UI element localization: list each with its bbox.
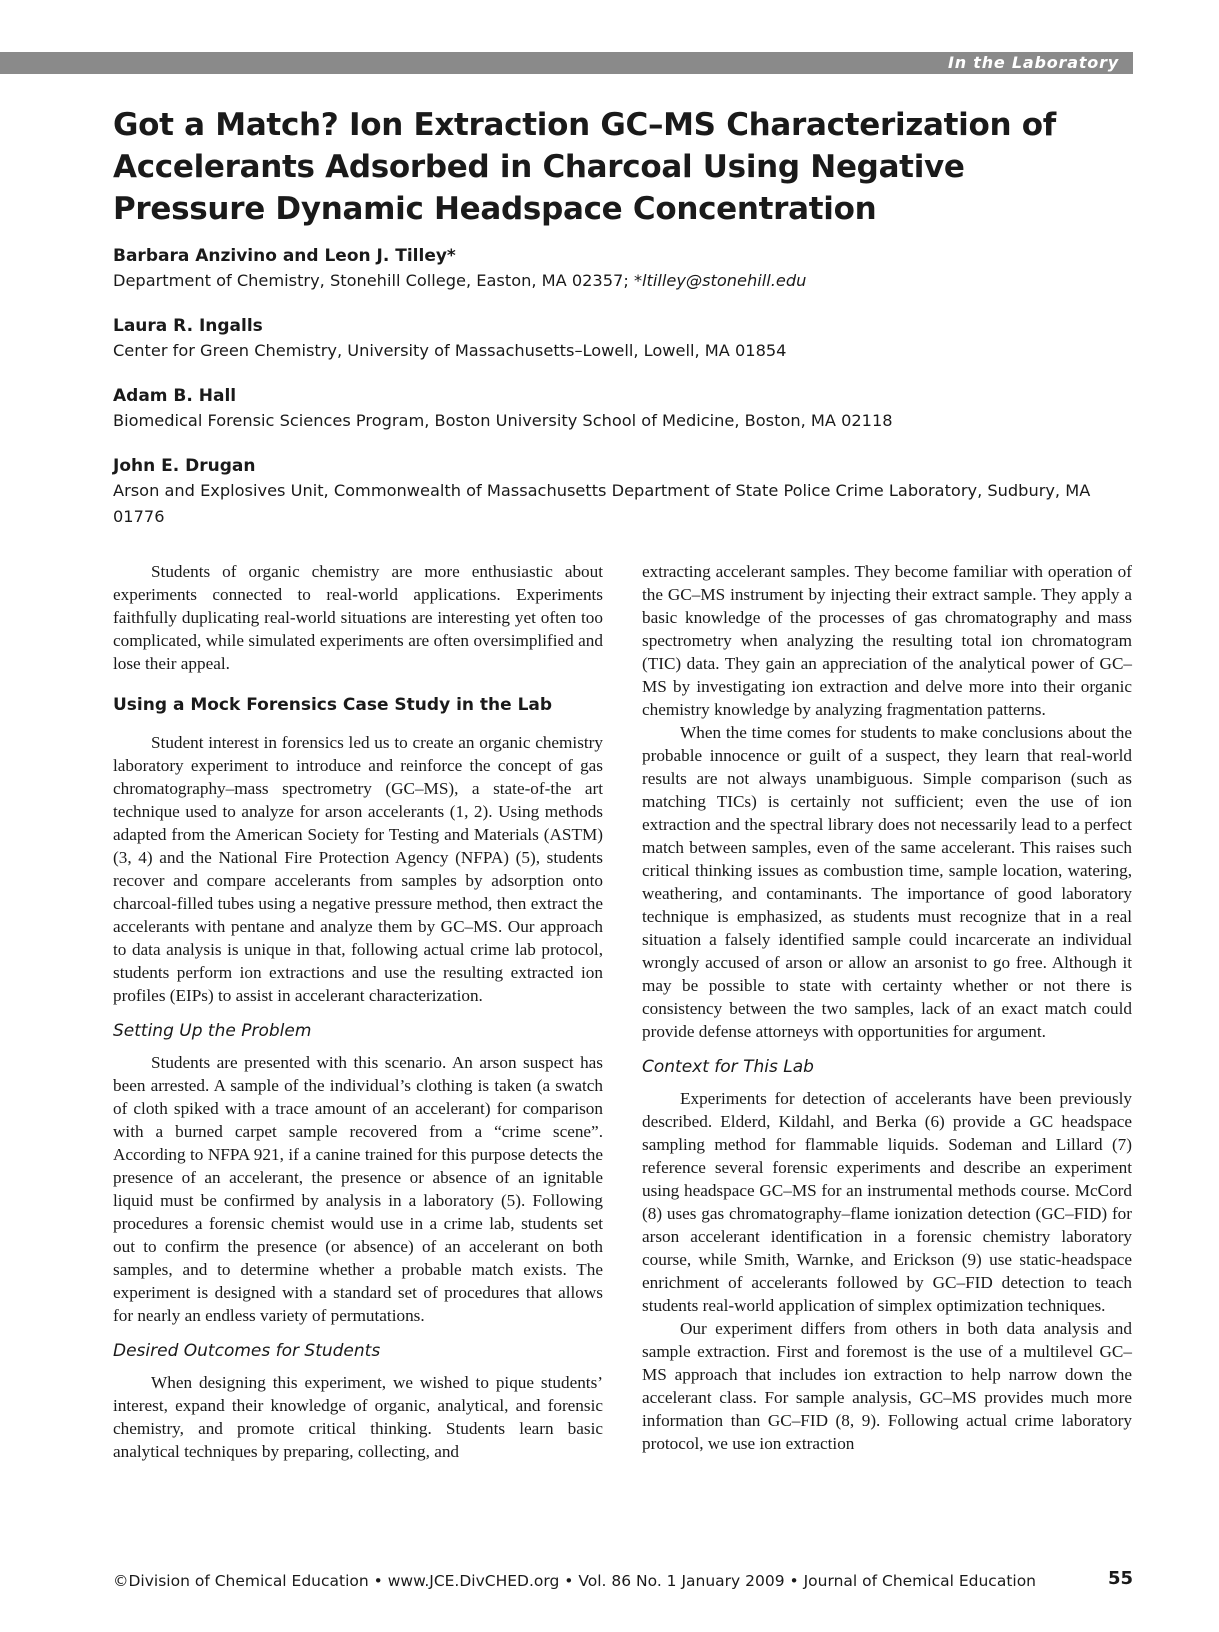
- page-number: 55: [1107, 1568, 1133, 1589]
- body-paragraph: When the time comes for students to make conclusions about the probable innocence or guilt of a suspect, they learn that real-world results are not always unambiguous. Simple comparison (such as matching TICs) is certainly not sufficient; even the use of ion extraction and the spectral library does not necessarily lead to a perfect match between samples, even of the same accelerant. This raises such critical thinking issues as combustion time, sample location, watering, weathering, and contaminants. The importance of good laboratory technique is emphasized, as students must recognize that in a real situation a falsely identified sample could incarcerate an individual wrongly accused of arson or allow an arsonist to go free. Although it may be possible to state with certainty whether or not there is consistency between the two samples, lack of an exact match could provide defense attorneys with opportunities for argument.: [642, 723, 1132, 1041]
- intro-paragraph: Students of organic chemistry are more enthusiastic about experiments connected to real-world applications. Experiments faithfully duplicating real-world situations are interesting yet often too complicated, while simulated experiments are often oversimplified and lose their appeal.: [113, 562, 603, 673]
- subsection-heading-setup: Setting Up the Problem: [113, 1021, 312, 1041]
- body-paragraph: extracting accelerant samples. They become familiar with operation of the GC–MS instrument by injecting their extract sample. They apply a basic knowledge of the processes of gas chromatography and mass spectrometry when analyzing the resulting total ion chromatogram (TIC) data. They gain an appreciation of the analytical power of GC–MS by investigating ion extraction and delve more into their organic chemistry knowledge by analyzing fragmentation patterns.: [642, 562, 1132, 719]
- article-title: Got a Match? Ion Extraction GC–MS Characterization of Accelerants Adsorbed in Charcoal Using Negative Pressure Dynamic Headspace Concentration: [113, 107, 1056, 227]
- author-block: [113, 314, 1133, 364]
- author-name: John E. Drugan: [113, 456, 256, 476]
- left-column: [113, 560, 603, 1463]
- author-affiliation: [113, 268, 1133, 294]
- section-label: In the Laboratory: [947, 53, 1119, 72]
- body-paragraph: Student interest in forensics led us to create an organic chemistry laboratory experiment to introduce and reinforce the concept of gas chromatography–mass spectrometry (GC–MS), a state-of-the art technique used to analyze for arson accelerants (1, 2). Using methods adapted from the American Society for Testing and Materials (ASTM) (3, 4) and the National Fire Protection Agency (NFPA) (5), students recover and compare accelerants from samples by adsorption onto charcoal-filled tubes using a negative pressure method, then extract the accelerants with pentane and analyze them by GC–MS. Our approach to data analysis is unique in that, following actual crime lab protocol, students perform ion extractions and use the resulting extracted ion profiles (EIPs) to assist in accelerant characterization.: [113, 733, 603, 1005]
- right-column: [642, 560, 1132, 1455]
- author-name: Laura R. Ingalls: [113, 316, 263, 336]
- author-email-link[interactable]: *ltilley@stonehill.edu: [633, 271, 807, 290]
- subsection-heading-outcomes: Desired Outcomes for Students: [113, 1341, 381, 1361]
- body-paragraph: Experiments for detection of accelerants have been previously described. Elderd, Kildahl, and Berka (6) provide a GC headspace sampling method for flammable liquids. Sodeman and Lillard (7) reference several forensic experiments and describe an experiment using headspace GC–MS for an instrumental methods course. McCord (8) uses gas chromatography–flame ionization detection (GC–FID) for arson accelerant identification in a forensic chemistry laboratory course, while Smith, Warnke, and Erickson (9) use static-headspace enrichment of accelerants followed by GC–FID detection to teach students real-world application of simplex optimization techniques.: [642, 1089, 1132, 1315]
- author-affiliation: Arson and Explosives Unit, Commonwealth of Massachusetts Department of State Police Crime Laboratory, Sudbury, MA 01776: [113, 481, 1091, 526]
- body-paragraph: When designing this experiment, we wished to pique students’ interest, expand their knowledge of organic, analytical, and forensic chemistry, and promote critical thinking. Students learn basic analytical techniques by preparing, collecting, and: [113, 1373, 603, 1461]
- author-affiliation: Biomedical Forensic Sciences Program, Boston University School of Medicine, Boston, MA 02118: [113, 411, 893, 430]
- section-header-bar: [0, 52, 1133, 74]
- author-block: [113, 384, 1133, 434]
- author-block: [113, 454, 1133, 530]
- author-block: [113, 244, 1133, 294]
- section-heading-mock-forensics: Using a Mock Forensics Case Study in the Lab: [113, 695, 553, 715]
- author-name: Adam B. Hall: [113, 386, 237, 406]
- body-paragraph: Our experiment differs from others in both data analysis and sample extraction. First and foremost is the use of a multilevel GC–MS approach that includes ion extraction to help narrow down the accelerant class. For sample analysis, GC–MS provides much more information than GC–FID (8, 9). Following actual crime laboratory protocol, we use ion extraction: [642, 1319, 1132, 1453]
- affiliation-text: Department of Chemistry, Stonehill College, Easton, MA 02357;: [113, 271, 634, 290]
- body-paragraph: Students are presented with this scenario. An arson suspect has been arrested. A sample of the individual’s clothing is taken (a swatch of cloth spiked with a trace amount of an accelerant) for comparison with a burned carpet sample recovered from a “crime scene”. According to NFPA 921, if a canine trained for this purpose detects the presence of an accelerant, the presence or absence of an ignitable liquid must be confirmed by analysis in a laboratory (5). Following procedures a forensic chemist would use in a crime lab, students set out to confirm the presence (or absence) of an accelerant on both samples, and to determine whether a probable match exists. The experiment is designed with a standard set of procedures that allows for nearly an endless variety of permutations.: [113, 1053, 603, 1325]
- subsection-heading-context: Context for This Lab: [642, 1057, 814, 1077]
- author-list: [113, 244, 1133, 550]
- author-affiliation: Center for Green Chemistry, University of Massachusetts–Lowell, Lowell, MA 01854: [113, 341, 787, 360]
- footer-citation: ©Division of Chemical Education • www.JCE.DivCHED.org • Vol. 86 No. 1 January 2009 • Journal of Chemical Education: [113, 1572, 1037, 1590]
- author-name: Barbara Anzivino and Leon J. Tilley*: [113, 246, 456, 266]
